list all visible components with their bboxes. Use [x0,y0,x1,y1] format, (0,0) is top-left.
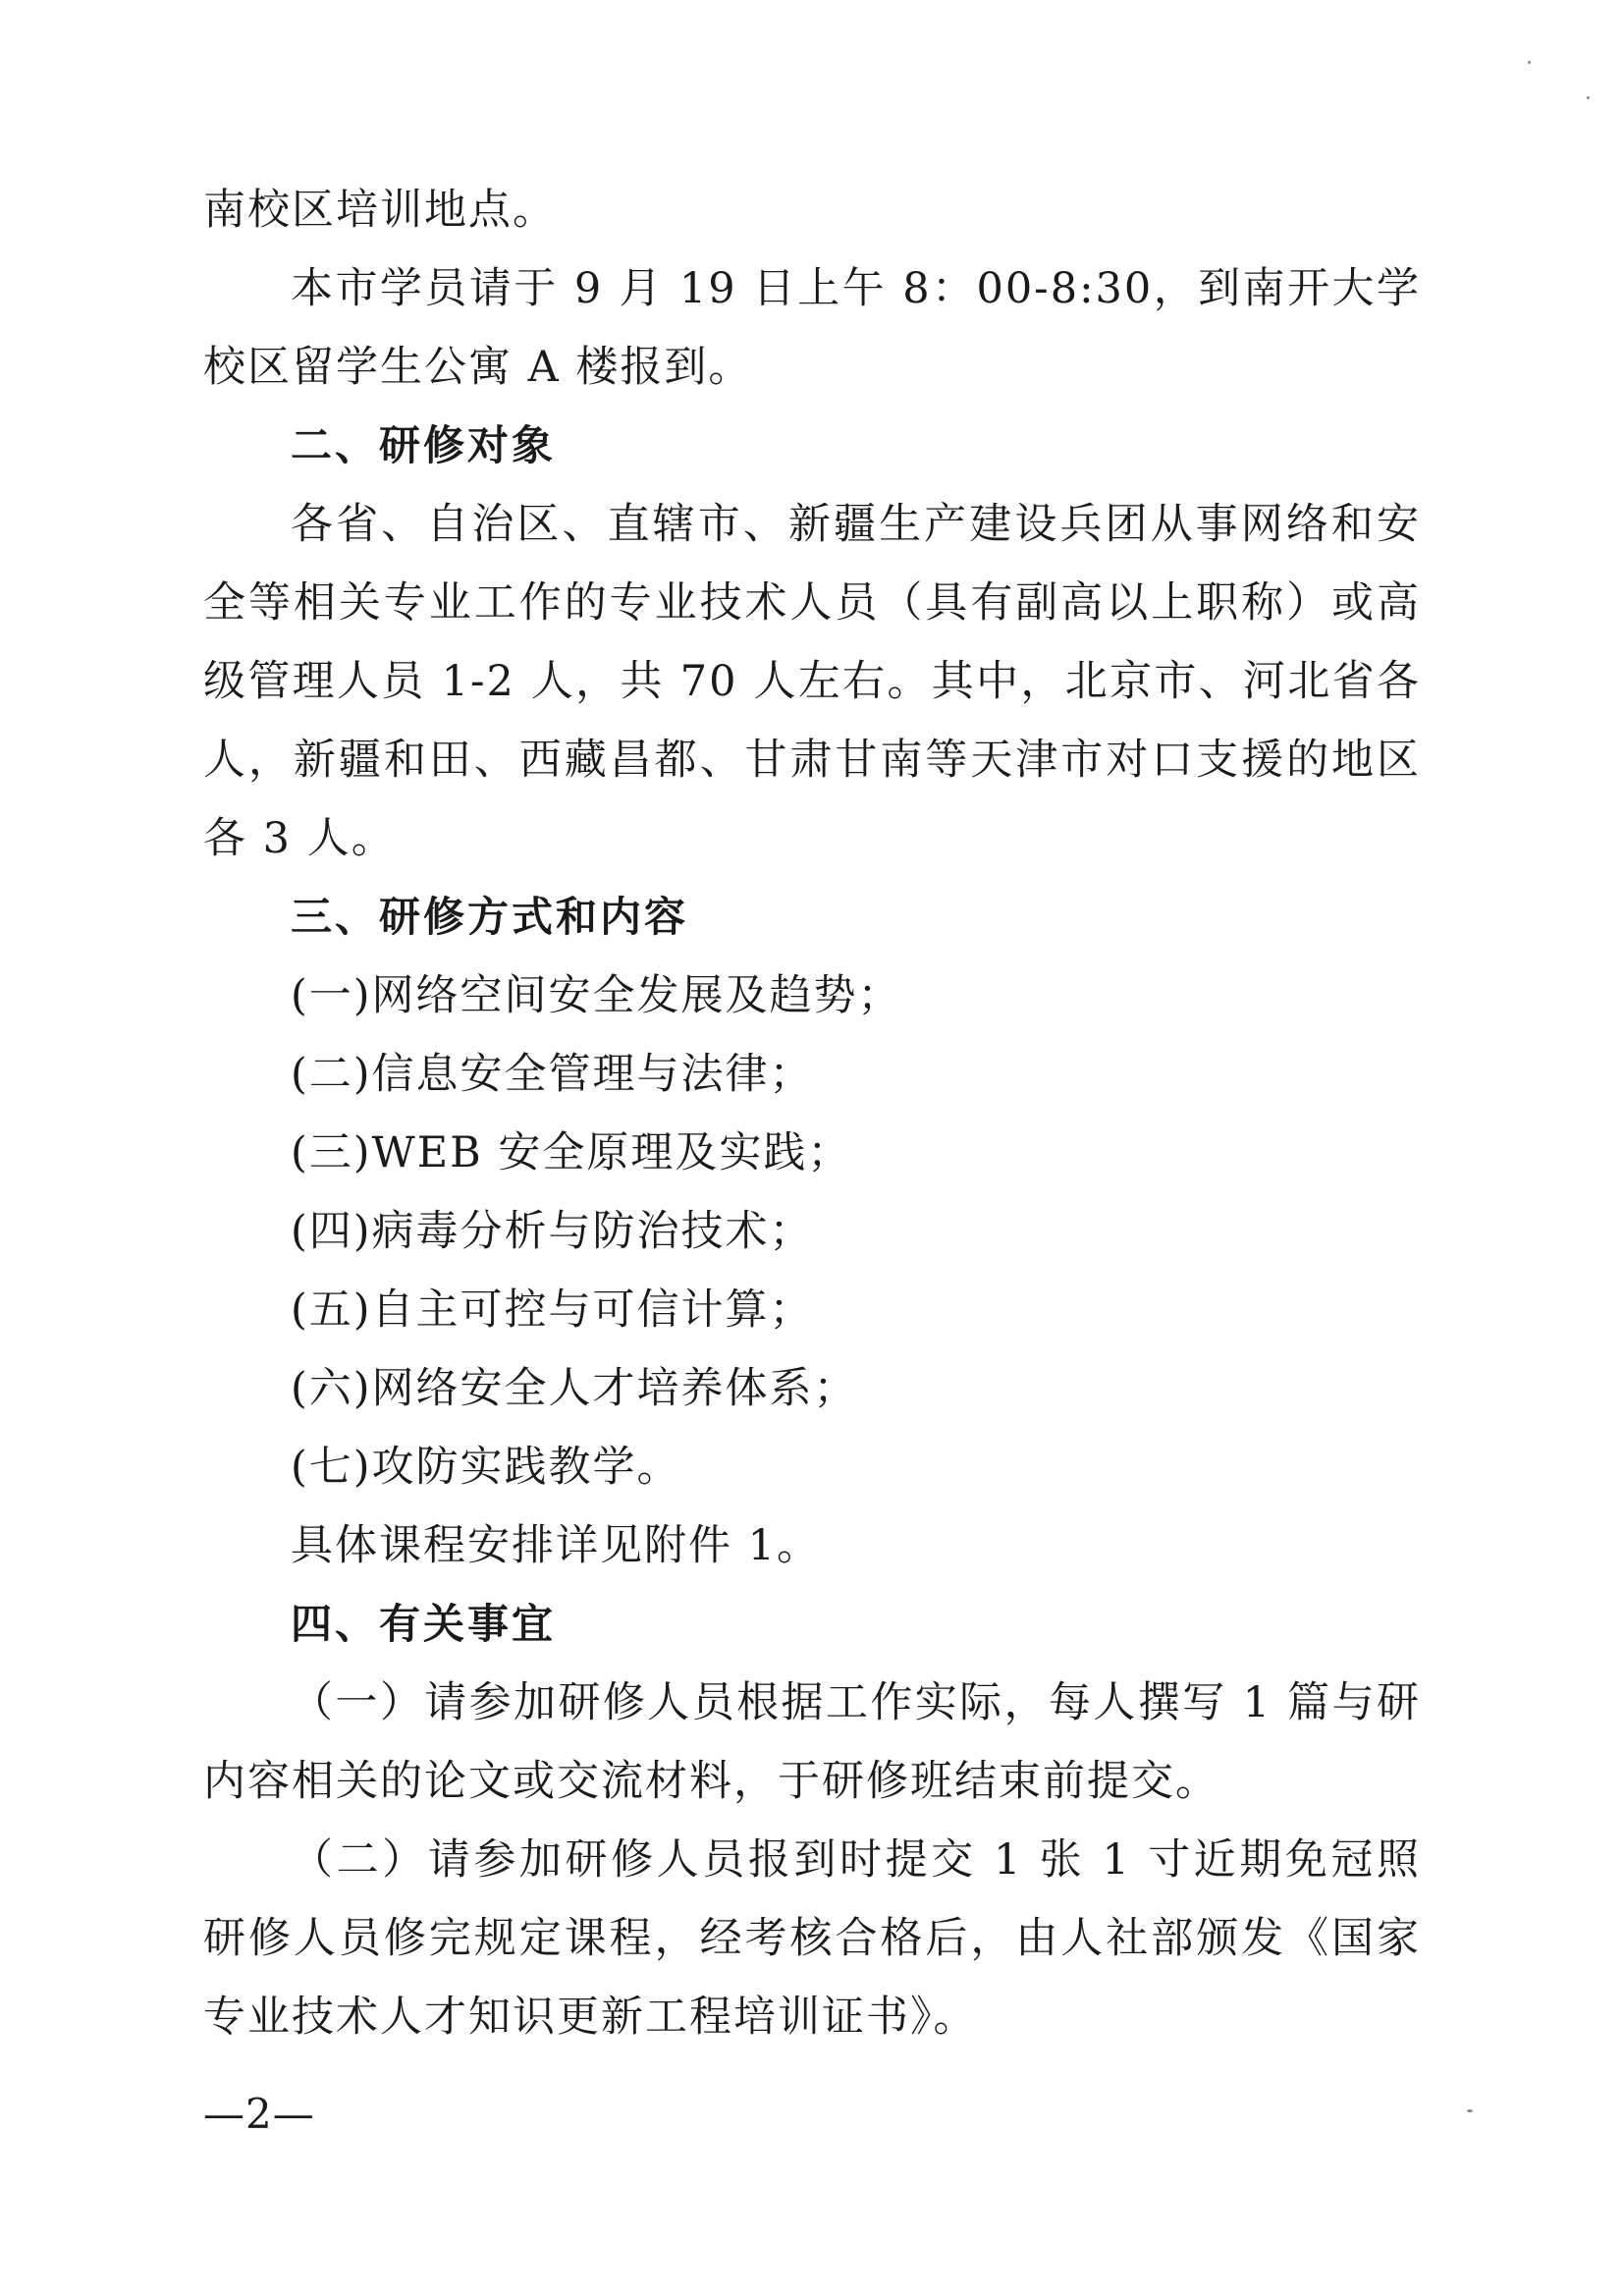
list-item: (七)攻防实践教学。 [291,1443,681,1492]
text-line: （一）请参加研修人员根据工作实际，每人撰写 1 篇与研 [291,1678,1421,1727]
list-item: (五)自主可控与可信计算； [291,1285,814,1335]
text-line: 具体课程安排详见附件 1。 [291,1521,822,1570]
section-heading: 二、研修对象 [291,421,557,469]
text-line: 校区留学生公寓 A 楼报到。 [203,343,753,392]
text-line: 人，新疆和田、西藏昌都、甘肃甘南等天津市对口支援的地区 [203,736,1421,785]
text-line: 各省、自治区、直辖市、新疆生产建设兵团从事网络和安 [291,500,1421,549]
list-item: (一)网络空间安全发展及趋势； [291,971,902,1020]
text-line: 研修人员修完规定课程，经考核合格后，由人社部颁发《国家 [203,1914,1421,1963]
list-item: (六)网络安全人才培养体系； [291,1364,858,1413]
list-item: (四)病毒分析与防治技术； [291,1207,814,1256]
section-heading: 四、有关事宜 [291,1600,557,1648]
scan-speck [1528,61,1531,64]
section-heading: 三、研修方式和内容 [291,893,689,941]
list-item: (三)WEB 安全原理及实践； [291,1128,852,1177]
text-line: 内容相关的论文或交流材料，于研修班结束前提交。 [203,1757,1219,1806]
text-line: 专业技术人才知识更新工程培训证书》。 [203,1993,978,2042]
text-line: （二）请参加研修人员报到时提交 1 张 1 寸近期免冠照 [291,1835,1421,1885]
text-line: 各 3 人。 [203,814,396,863]
scan-speck [1587,96,1590,99]
scan-speck [1467,2109,1473,2112]
text-line: 全等相关专业工作的专业技术人员（具有副高以上职称）或高 [203,578,1421,628]
text-line: 本市学员请于 9 月 19 日上午 8：00-8:30，到南开大学 [291,264,1421,313]
text-line: 南校区培训地点。 [203,186,557,235]
page-number: —2— [203,2090,315,2138]
text-line: 级管理人员 1-2 人，共 70 人左右。其中，北京市、河北省各 [203,657,1421,706]
list-item: (二)信息安全管理与法律； [291,1050,814,1099]
